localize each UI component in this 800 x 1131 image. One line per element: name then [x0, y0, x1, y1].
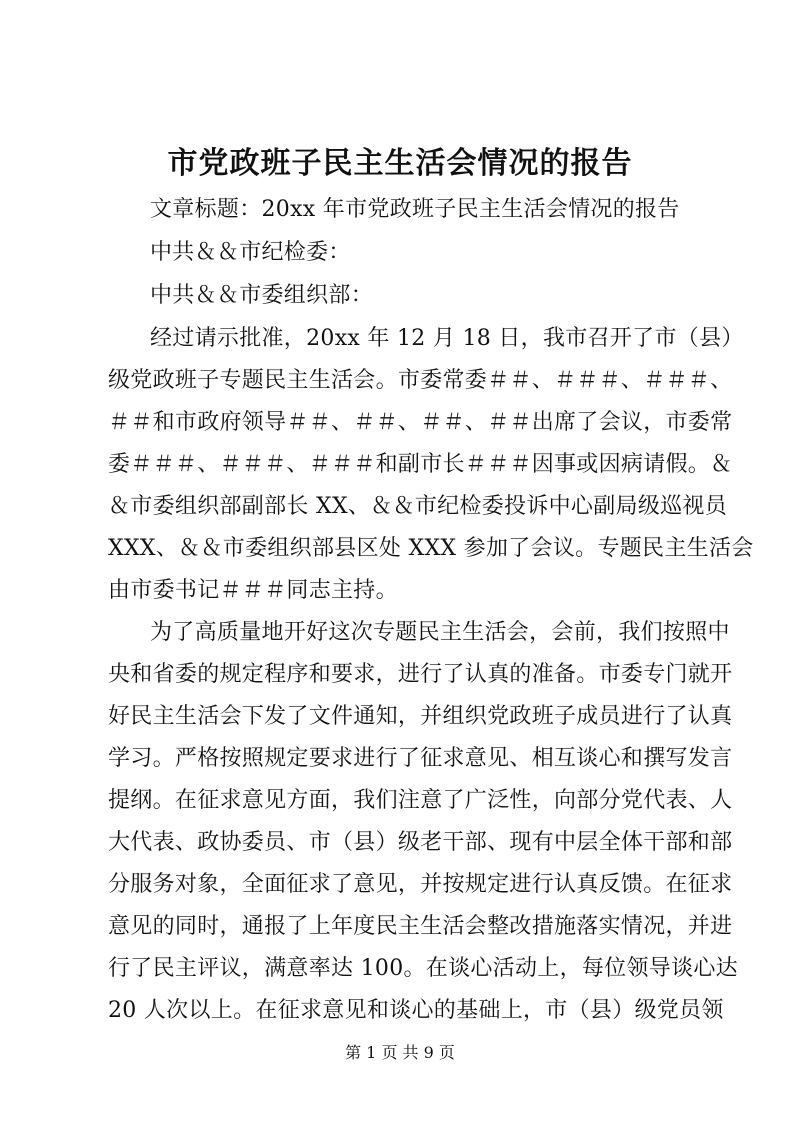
page-number-footer: 第 1 页 共 9 页 [345, 1043, 455, 1062]
paragraph-line: 行了民主评议，满意率达 100。在谈心活动上，每位领导谈心达 [108, 956, 738, 981]
paragraph-line: 提纲。在征求意见方面，我们注意了广泛性，向部分党代表、人 [108, 788, 733, 813]
document-title: 市党政班子民主生活会情况的报告 [167, 146, 633, 181]
paragraph-line: 由市委书记＃＃＃同志主持。 [108, 578, 398, 603]
paragraph-line: 级党政班子专题民主生活会。市委常委＃＃、＃＃＃、＃＃＃、 [108, 368, 733, 393]
paragraph-line: 委＃＃＃、＃＃＃、＃＃＃和副市长＃＃＃因事或因病请假。＆ [108, 452, 733, 477]
paragraph-line: XXX、＆＆市委组织部县区处 XXX 参加了会议。专题民主生活会 [108, 536, 754, 561]
recipient-line: 中共＆＆市委组织部： [150, 283, 374, 308]
paragraph-line: 分服务对象，全面征求了意见，并按规定进行认真反馈。在征求 [108, 872, 733, 897]
paragraph-line: 为了高质量地开好这次专题民主生活会，会前，我们按照中 [150, 620, 730, 645]
paragraph-line: 经过请示批准，20xx 年 12 月 18 日，我市召开了市（县） [150, 326, 744, 351]
article-title-line: 文章标题：20xx 年市党政班子民主生活会情况的报告 [150, 197, 680, 222]
paragraph-line: ＆市委组织部副部长 XX、＆＆市纪检委投诉中心副局级巡视员 [108, 494, 728, 519]
paragraph-line: 央和省委的规定程序和要求，进行了认真的准备。市委专门就开 [108, 662, 733, 687]
paragraph-line: 意见的同时，通报了上年度民主生活会整改措施落实情况，并进 [108, 914, 733, 939]
paragraph-line: 大代表、政协委员、市（县）级老干部、现有中层全体干部和部 [108, 830, 733, 855]
paragraph-line: 好民主生活会下发了文件通知，并组织党政班子成员进行了认真 [108, 704, 733, 729]
paragraph-line: 学习。严格按照规定要求进行了征求意见、相互谈心和撰写发言 [108, 746, 733, 771]
paragraph-line: ＃＃和市政府领导＃＃、＃＃、＃＃、＃＃出席了会议，市委常 [108, 410, 733, 435]
recipient-line: 中共＆＆市纪检委： [150, 240, 351, 265]
paragraph-line: 20 人次以上。在征求意见和谈心的基础上，市（县）级党员领 [108, 998, 724, 1023]
